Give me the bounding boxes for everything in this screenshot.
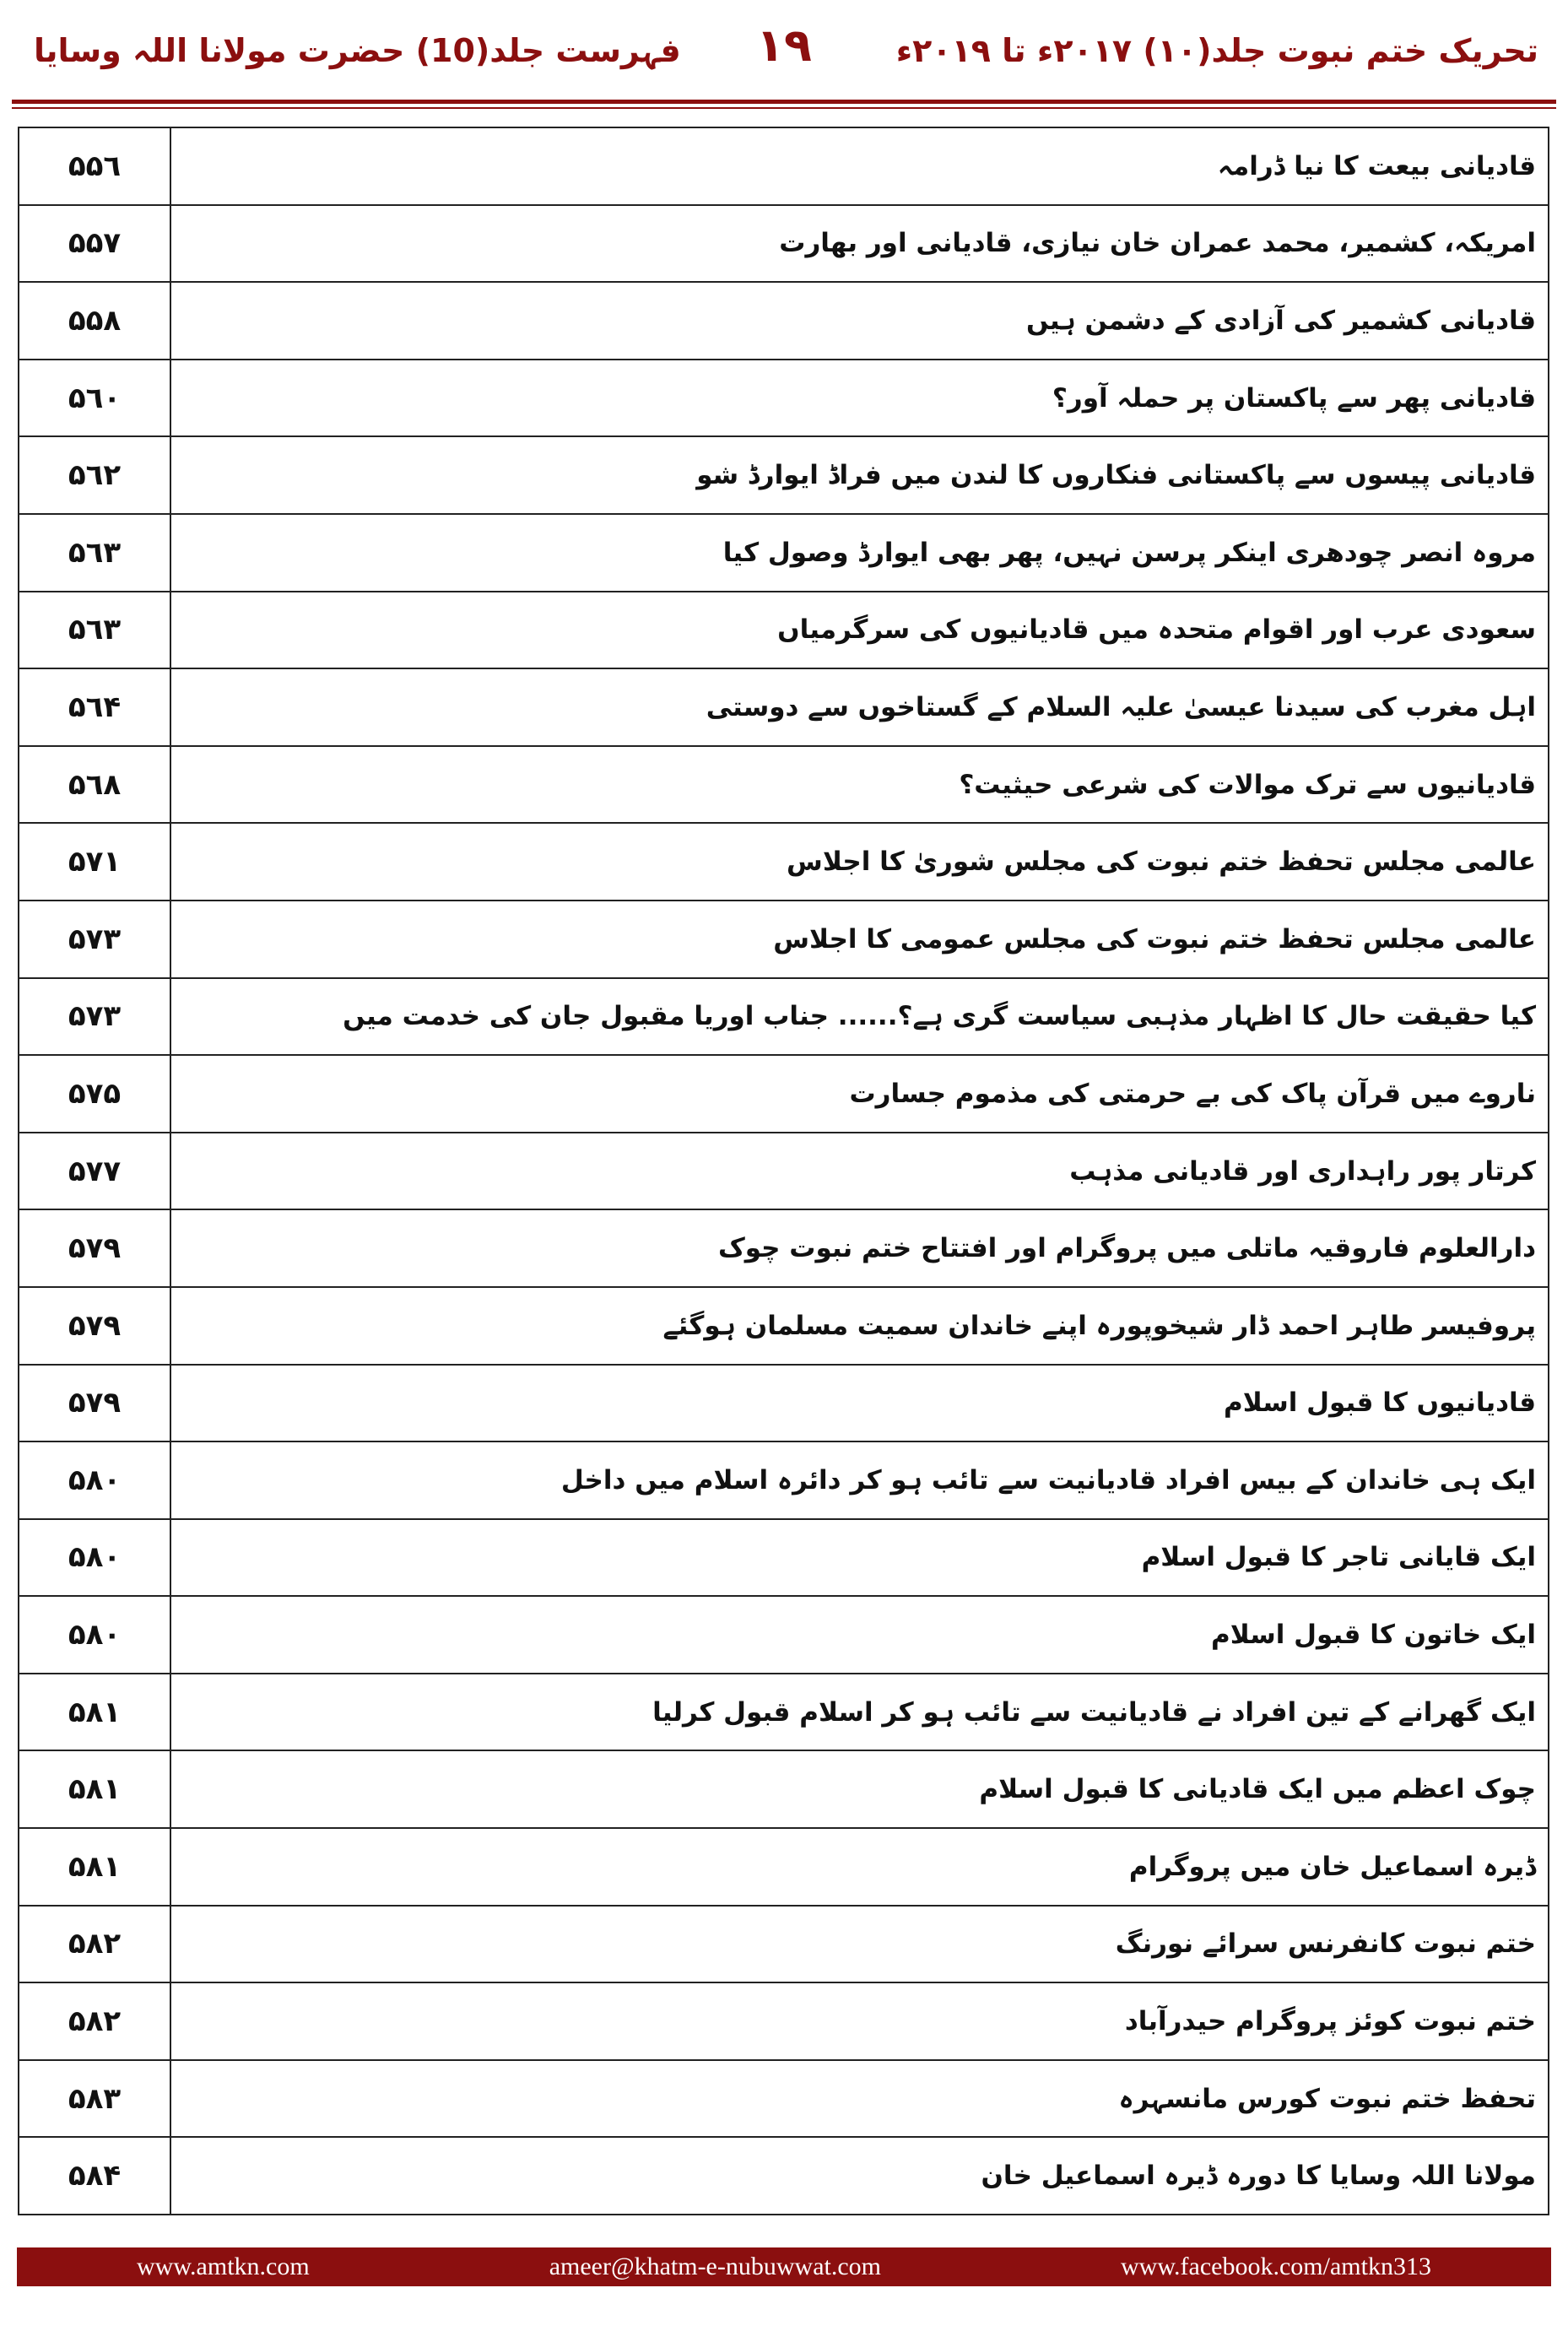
table-row (19, 1674, 1548, 1752)
entry-page-number: ۵۷٣ (19, 979, 171, 1055)
table-row (19, 515, 1548, 592)
entry-page-number: ۵٦٠ (19, 360, 171, 436)
entry-page-number: ۵۸١ (19, 1751, 171, 1827)
entry-title: قادیانیوں سے ترک موالات کی شرعی حیثیت؟ (959, 769, 1536, 800)
table-row (19, 2061, 1548, 2139)
entry-page-number: ۵۸٢ (19, 1983, 171, 2059)
entry-title: عالمی مجلس تحفظ ختم نبوت کی مجلس شوریٰ کا اجلاس (787, 846, 1536, 878)
footer-website[interactable]: www.amtkn.com (137, 2253, 310, 2280)
entry-title: ختم نبوت کانفرنس سرائے نورنگ (1115, 1928, 1536, 1960)
entry-page-number: ۵۸٠ (19, 1597, 171, 1673)
table-row (19, 437, 1548, 515)
entry-title: مروہ انصر چودھری اینکر پرسن نہیں، پھر بھی ایوارڈ وصول کیا (722, 537, 1536, 568)
table-row (19, 1520, 1548, 1598)
entry-page-number: ۵۸١ (19, 1829, 171, 1905)
table-row (19, 592, 1548, 670)
entry-title: اہل مغرب کی سیدنا عیسیٰ علیہ السلام کے گستاخوں سے دوستی (706, 691, 1536, 722)
entry-page-number: ۵۸٠ (19, 1442, 171, 1518)
entry-title: قادیانی کشمیر کی آزادی کے دشمن ہیں (1026, 305, 1536, 336)
header-book-title: تحریک ختم نبوت جلد(١٠) ٢٠١٧ء تا ٢٠١٩ء (895, 32, 1538, 69)
entry-page-number: ۵۸٠ (19, 1520, 171, 1596)
entry-page-number: ۵٦۸ (19, 747, 171, 823)
table-row (19, 669, 1548, 747)
page-footer (17, 2247, 1551, 2286)
entry-title: قادیانی بیعت کا نیا ڈرامہ (1217, 150, 1536, 181)
table-row (19, 1597, 1548, 1674)
entry-page-number: ۵۷۵ (19, 1056, 171, 1132)
table-row (19, 360, 1548, 438)
entry-page-number: ۵۵۷ (19, 206, 171, 282)
entry-page-number: ۵۷۹ (19, 1366, 171, 1441)
table-row (19, 901, 1548, 979)
entry-page-number: ۵۷١ (19, 824, 171, 900)
table-row (19, 1442, 1548, 1520)
entry-page-number: ۵۵۸ (19, 283, 171, 359)
page-number: ١٩ (756, 19, 812, 72)
table-row (19, 1751, 1548, 1829)
entry-page-number: ۵۷۹ (19, 1210, 171, 1286)
entry-title: مولانا اللہ وسایا کا دورہ ڈیرہ اسماعیل خان (981, 2161, 1536, 2192)
table-row (19, 1056, 1548, 1133)
entry-title: ناروے میں قرآن پاک کی بے حرمتی کی مذموم جسارت (849, 1078, 1536, 1109)
table-row (19, 128, 1548, 206)
entry-title: ڈیرہ اسماعیل خان میں پروگرام (1128, 1851, 1536, 1882)
page-header (0, 0, 1568, 101)
entry-title: ایک قایانی تاجر کا قبول اسلام (1141, 1542, 1536, 1573)
entry-title: ختم نبوت کوئز پروگرام حیدرآباد (1124, 2006, 1536, 2037)
entry-title: عالمی مجلس تحفظ ختم نبوت کی مجلس عمومی کا اجلاس (773, 923, 1536, 955)
entry-page-number: ۵٦٣ (19, 515, 171, 591)
table-row (19, 283, 1548, 360)
entry-title: قادیانیوں کا قبول اسلام (1223, 1387, 1536, 1419)
entry-page-number: ۵۷٣ (19, 901, 171, 977)
entry-title: قادیانی پیسوں سے پاکستانی فنکاروں کا لندن میں فراڈ ایوارڈ شو (696, 460, 1536, 491)
contents-table (18, 127, 1549, 2215)
entry-page-number: ۵۸٣ (19, 2061, 171, 2137)
entry-title: کرتار پور راہداری اور قادیانی مذہب (1069, 1155, 1536, 1187)
table-row (19, 747, 1548, 825)
table-row (19, 1907, 1548, 1984)
footer-facebook[interactable]: www.facebook.com/amtkn313 (1121, 2253, 1431, 2280)
entry-page-number: ۵۸۴ (19, 2138, 171, 2214)
entry-title: سعودی عرب اور اقوام متحدہ میں قادیانیوں کی سرگرمیاں (777, 614, 1536, 646)
entry-page-number: ۵۸٢ (19, 1907, 171, 1982)
table-row (19, 1288, 1548, 1366)
entry-title: ایک گھرانے کے تین افراد نے قادیانیت سے تائب ہو کر اسلام قبول کرلیا (652, 1696, 1536, 1728)
entry-title: چوک اعظم میں ایک قادیانی کا قبول اسلام (979, 1774, 1536, 1805)
entry-title: امریکہ، کشمیر، محمد عمران خان نیازی، قادیانی اور بھارت (779, 228, 1536, 259)
table-row (19, 1829, 1548, 1907)
entry-page-number: ۵۷۹ (19, 1288, 171, 1364)
header-rule-thin (12, 107, 1556, 109)
header-rule-thick (12, 100, 1556, 104)
header-index-title: فہرست جلد(10) حضرت مولانا اللہ وسایا (34, 32, 681, 69)
entry-page-number: ۵۵٦ (19, 128, 171, 204)
table-row (19, 2138, 1548, 2215)
footer-email[interactable]: ameer@khatm-e-nubuwwat.com (549, 2253, 881, 2280)
entry-title: قادیانی پھر سے پاکستان پر حملہ آور؟ (1052, 382, 1536, 414)
entry-page-number: ۵٦٣ (19, 592, 171, 668)
table-row (19, 824, 1548, 901)
table-row (19, 979, 1548, 1057)
entry-title: پروفیسر طاہر احمد ڈار شیخوپورہ اپنے خاندان سمیت مسلمان ہوگئے (662, 1310, 1536, 1341)
entry-title: تحفظ ختم نبوت کورس مانسہرہ (1118, 2083, 1536, 2114)
table-row (19, 206, 1548, 284)
table-row (19, 1983, 1548, 2061)
entry-title: ایک خاتون کا قبول اسلام (1210, 1620, 1536, 1651)
entry-title: ایک ہی خاندان کے بیس افراد قادیانیت سے تائب ہو کر دائرہ اسلام میں داخل (560, 1464, 1536, 1496)
entry-page-number: ۵۷۷ (19, 1133, 171, 1209)
table-row (19, 1210, 1548, 1288)
entry-page-number: ۵۸١ (19, 1674, 171, 1750)
entry-page-number: ۵٦٢ (19, 437, 171, 513)
entry-title: کیا حقیقت حال کا اظہار مذہبی سیاست گری ہے؟...... جناب اوریا مقبول جان کی خدمت میں (343, 1001, 1536, 1032)
table-row (19, 1366, 1548, 1443)
entry-title: دارالعلوم فاروقیہ ماتلی میں پروگرام اور افتتاح ختم نبوت چوک (717, 1233, 1536, 1264)
table-row (19, 1133, 1548, 1211)
entry-page-number: ۵٦۴ (19, 669, 171, 745)
